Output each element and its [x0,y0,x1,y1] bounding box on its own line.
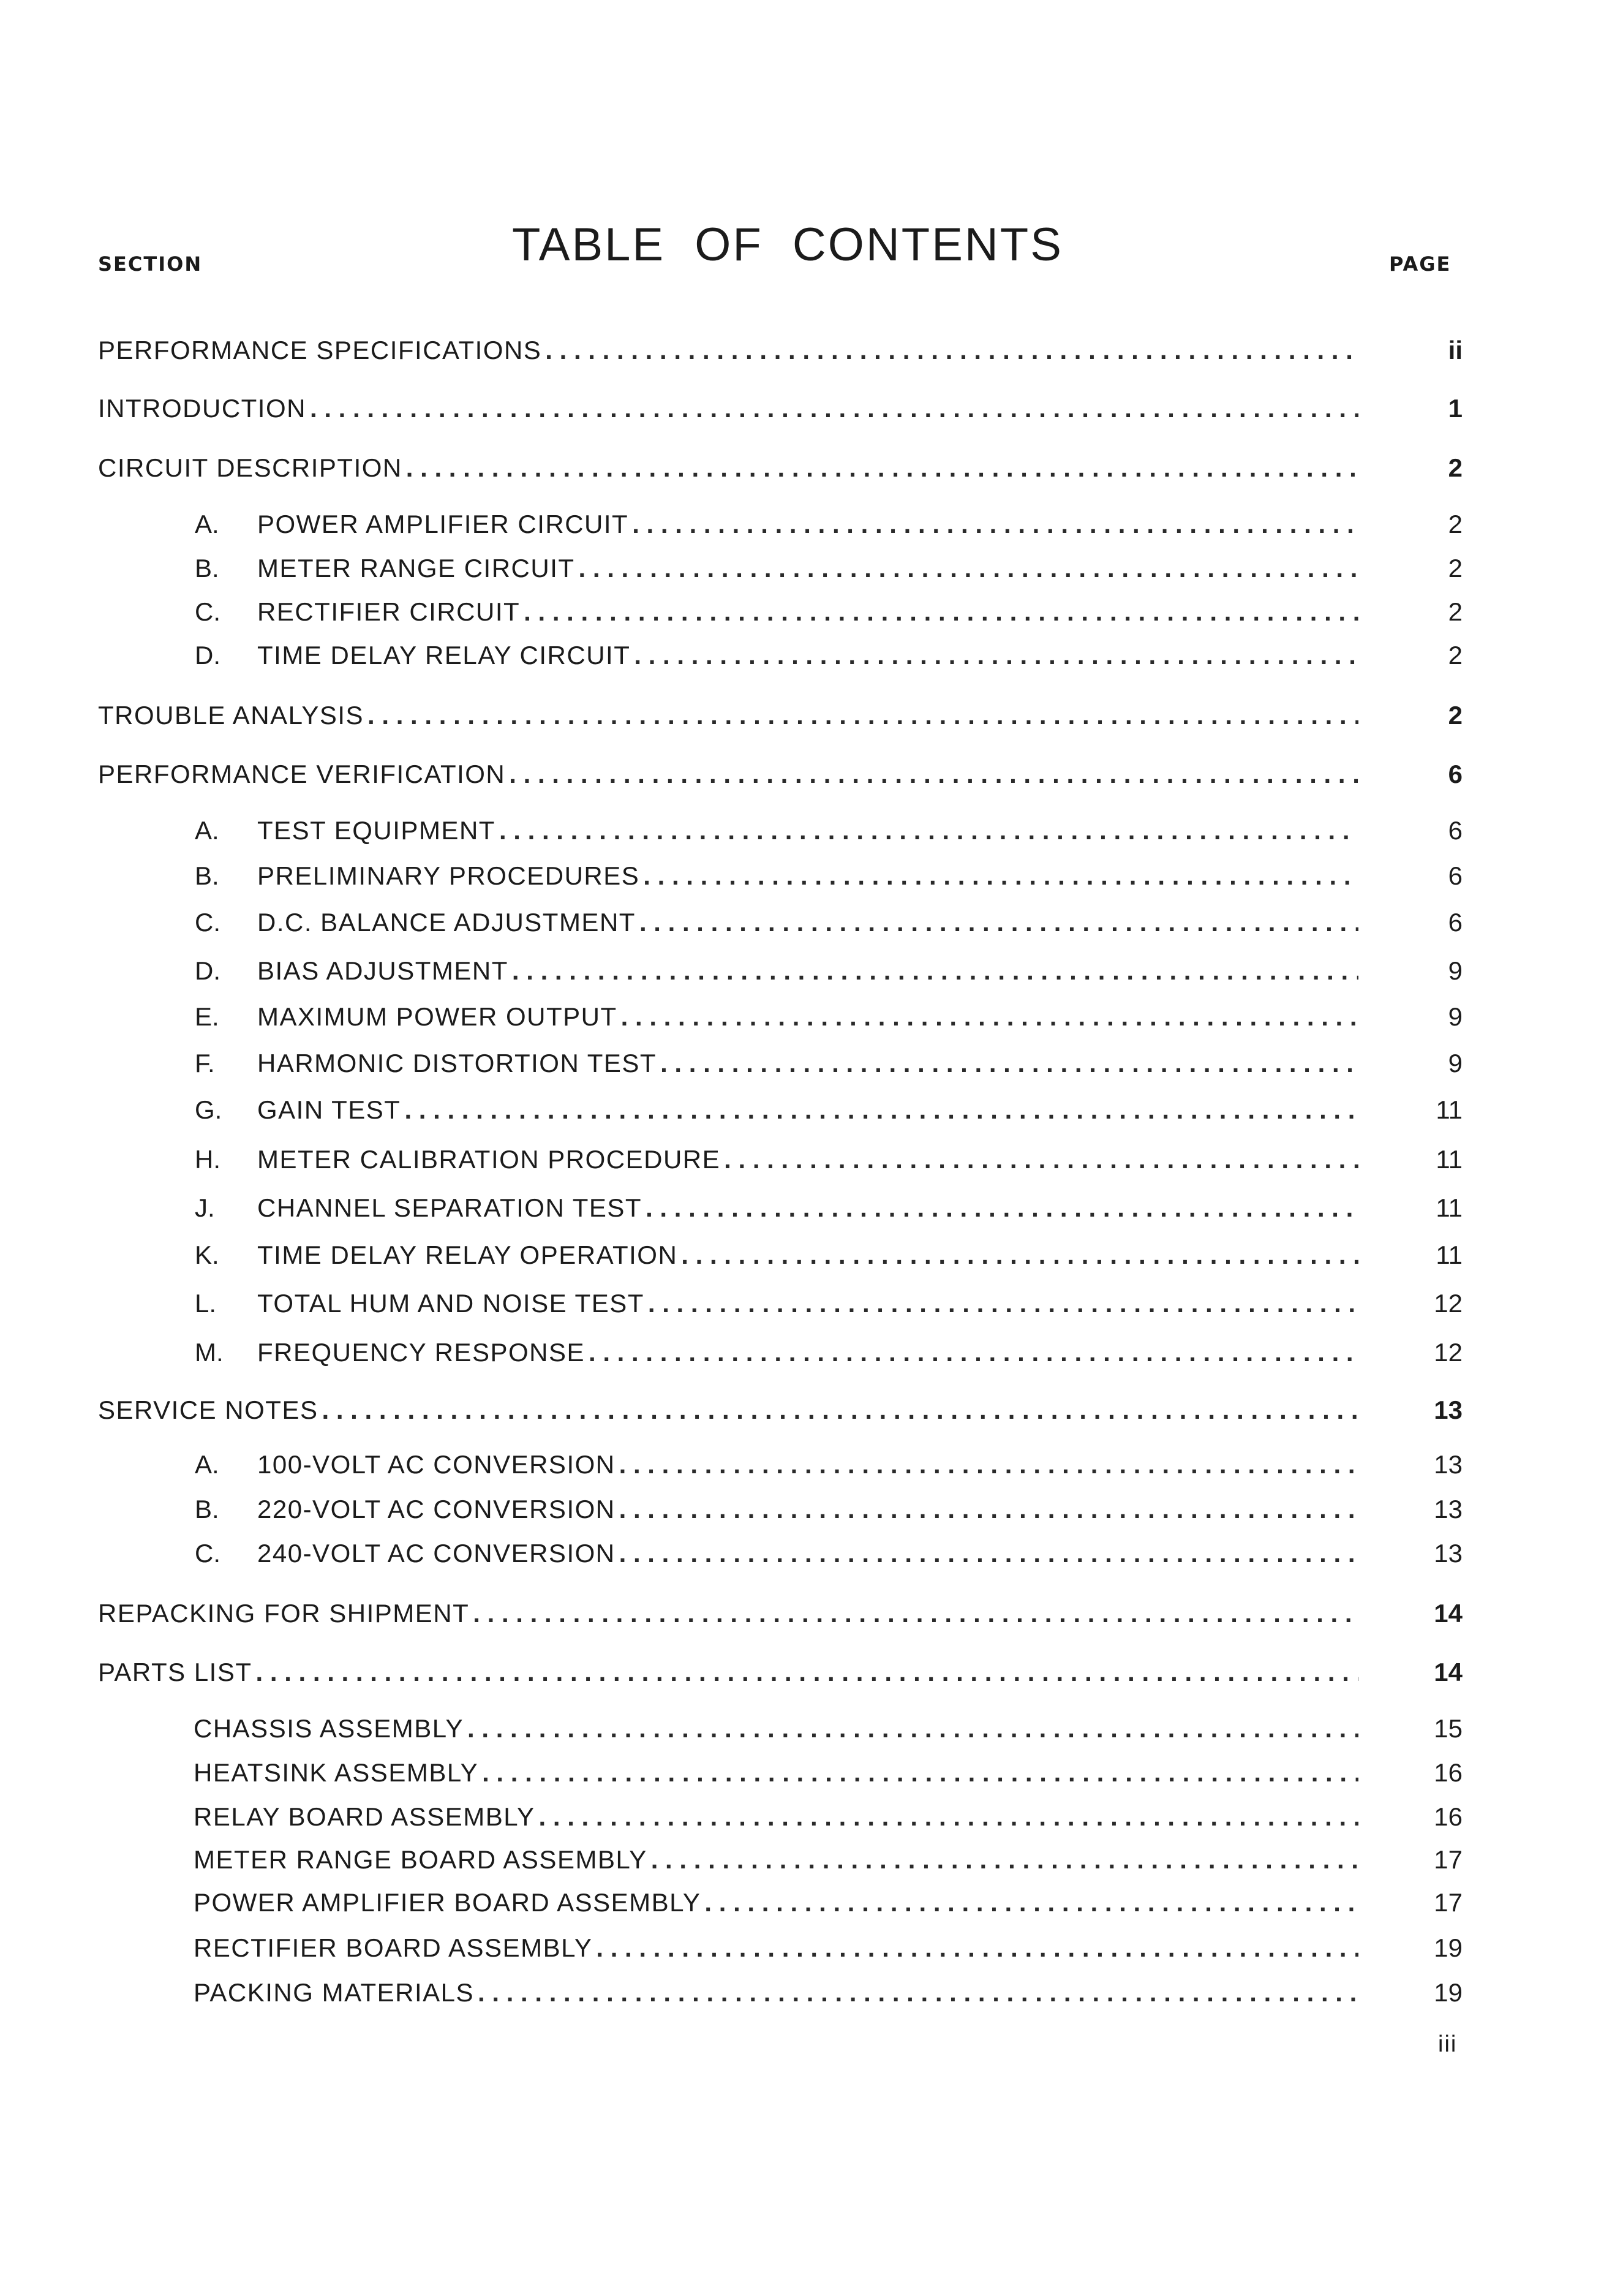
toc-entry-page: 9 [1448,1002,1463,1031]
toc-entry-letter: G. [195,1095,222,1124]
toc-entry-label: BIAS ADJUSTMENT [257,956,508,985]
toc-entry-label: RECTIFIER BOARD ASSEMBLY [194,1933,593,1962]
toc-entry-page: 12 [1434,1338,1463,1367]
toc-entry-label: REPACKING FOR SHIPMENT [98,1599,470,1628]
toc-entry-label: TOTAL HUM AND NOISE TEST [257,1289,644,1318]
toc-entry [195,1487,1463,1524]
section-column-header: SECTION [98,252,203,276]
toc-entry [195,633,1463,670]
dot-leader [704,1888,1358,1917]
toc-entry-page: 13 [1434,1539,1463,1568]
toc-entry-label: HARMONIC DISTORTION TEST [257,1049,657,1078]
page-column-header: PAGE [1389,252,1452,276]
dot-leader [524,597,1358,627]
dot-leader [681,1241,1358,1270]
dot-leader [482,1758,1358,1788]
dot-leader [367,701,1358,730]
dot-leader [648,1289,1358,1318]
toc-entry-letter: D. [195,956,220,985]
toc-entry-letter: B. [195,554,219,583]
dot-leader [310,394,1358,423]
toc-entry-page: 16 [1434,1758,1463,1787]
toc-entry-page: 2 [1448,597,1463,626]
toc-entry-letter: B. [195,861,219,890]
toc-entry [195,1331,1463,1367]
toc-entry-label: RECTIFIER CIRCUIT [257,597,521,626]
toc-entry-letter: H. [195,1145,220,1174]
toc-entry-label: D.C. BALANCE ADJUSTMENT [257,908,636,937]
toc-entry-page: ii [1448,336,1463,364]
dot-leader [619,1495,1358,1524]
toc-entry-letter: E. [195,1002,219,1031]
toc-entry [98,1388,1463,1425]
toc-entry-page: 9 [1448,956,1463,985]
toc-entry [194,1838,1463,1875]
toc-entry-page: 19 [1434,1978,1463,2007]
toc-entry [98,752,1463,789]
toc-entry-page: 19 [1434,1933,1463,1962]
toc-entry [195,1041,1463,1078]
toc-entry [194,1881,1463,1917]
toc-entry-letter: A. [195,816,219,845]
toc-entry-label: CHASSIS ASSEMBLY [194,1714,464,1743]
toc-entry-label: TROUBLE ANALYSIS [98,701,364,730]
toc-entry-page: 2 [1448,554,1463,583]
toc-entry-label: RELAY BOARD ASSEMBLY [194,1802,535,1831]
toc-entry-label: INTRODUCTION [98,394,306,423]
toc-entry [195,995,1463,1032]
toc-entry-label: CIRCUIT DESCRIPTION [98,453,402,482]
dot-leader [660,1049,1358,1078]
toc-entry [98,693,1463,730]
dot-leader [621,1002,1358,1032]
toc-entry [195,1443,1463,1479]
dot-leader [509,760,1358,789]
toc-entry-page: 6 [1448,861,1463,890]
toc-entry-letter: A. [195,1450,219,1479]
toc-entry [194,1751,1463,1788]
toc-entry [194,1707,1463,1743]
page-number: iii [1438,2031,1458,2057]
toc-entry-label: PERFORMANCE SPECIFICATIONS [98,336,542,364]
dot-leader [256,1658,1358,1687]
toc-entry-label: HEATSINK ASSEMBLY [194,1758,479,1787]
toc-entry-letter: F. [195,1049,215,1078]
toc-entry-letter: C. [195,597,220,626]
toc-entry [98,328,1463,365]
toc-entry [98,1650,1463,1687]
toc-entry [194,1926,1463,1963]
dot-leader [632,510,1358,539]
dot-leader [619,1450,1358,1479]
toc-entry-label: PARTS LIST [98,1658,252,1686]
toc-entry-page: 12 [1434,1289,1463,1318]
toc-entry [98,446,1463,483]
toc-entry-letter: B. [195,1495,219,1524]
toc-entry-page: 15 [1434,1714,1463,1743]
toc-entry [195,854,1463,891]
toc-entry [195,809,1463,845]
dot-leader [478,1978,1358,2007]
toc-entry-page: 2 [1448,453,1463,482]
toc-entry [195,546,1463,583]
toc-entry [195,1233,1463,1270]
dot-leader [467,1714,1358,1743]
toc-entry [195,1138,1463,1174]
toc-entry [98,387,1463,423]
toc-entry [195,949,1463,986]
toc-entry-label: PRELIMINARY PROCEDURES [257,861,640,890]
toc-entry [195,901,1463,937]
toc-entry-label: METER RANGE CIRCUIT [257,554,575,583]
toc-entry-letter: A. [195,510,219,538]
toc-entry-page: 17 [1434,1888,1463,1917]
dot-leader [589,1338,1358,1367]
toc-entry [195,1088,1463,1125]
toc-entry-label: CHANNEL SEPARATION TEST [257,1193,642,1222]
toc-entry-letter: L. [195,1289,217,1318]
toc-entry-page: 2 [1448,701,1463,730]
toc-entry-label: METER RANGE BOARD ASSEMBLY [194,1845,647,1874]
toc-entry-letter: C. [195,908,220,937]
toc-entry-page: 6 [1448,816,1463,845]
toc-entry-letter: C. [195,1539,220,1568]
toc-entry-page: 1 [1448,394,1463,423]
dot-leader [579,554,1358,583]
toc-entry-label: POWER AMPLIFIER BOARD ASSEMBLY [194,1888,701,1917]
toc-entry-page: 6 [1448,760,1463,788]
toc-entry-page: 14 [1434,1599,1463,1628]
dot-leader [322,1395,1358,1425]
toc-entry-page: 2 [1448,510,1463,538]
toc-entry-page: 11 [1436,1241,1463,1269]
dot-leader [499,816,1358,845]
page-title: TABLE OF CONTENTS [512,219,1063,271]
toc-entry [195,1186,1463,1223]
dot-leader [404,1095,1358,1125]
toc-entry-label: MAXIMUM POWER OUTPUT [257,1002,617,1031]
toc-entry-label: 240-VOLT AC CONVERSION [257,1539,616,1568]
toc-entry-letter: K. [195,1241,219,1269]
dot-leader [539,1802,1358,1832]
toc-entry [98,1592,1463,1628]
dot-leader [643,861,1358,891]
toc-entry-page: 2 [1448,641,1463,670]
dot-leader [619,1539,1358,1568]
toc-entry-label: METER CALIBRATION PROCEDURE [257,1145,721,1174]
toc-entry [195,590,1463,627]
toc-entry-label: TIME DELAY RELAY CIRCUIT [257,641,631,670]
toc-entry [194,1971,1463,2007]
toc-entry [195,1282,1463,1318]
toc-entry-label: 220-VOLT AC CONVERSION [257,1495,616,1524]
toc-entry-label: PACKING MATERIALS [194,1978,475,2007]
dot-leader [651,1845,1358,1875]
toc-entry-page: 16 [1434,1802,1463,1831]
toc-entry-label: TIME DELAY RELAY OPERATION [257,1241,678,1269]
toc-entry-label: GAIN TEST [257,1095,401,1124]
toc-entry-page: 9 [1448,1049,1463,1078]
toc-entry-page: 13 [1434,1450,1463,1479]
toc-entry-page: 13 [1434,1395,1463,1424]
toc-entry-letter: M. [195,1338,224,1367]
toc-entry-page: 11 [1436,1145,1463,1174]
toc-entry-letter: D. [195,641,220,670]
dot-leader [406,453,1358,483]
toc-entry-page: 17 [1434,1845,1463,1874]
dot-leader [596,1933,1358,1963]
dot-leader [545,336,1358,365]
toc-entry-page: 13 [1434,1495,1463,1524]
toc-entry-page: 6 [1448,908,1463,937]
dot-leader [473,1599,1358,1628]
toc-entry-label: PERFORMANCE VERIFICATION [98,760,506,788]
toc-entry-page: 11 [1436,1095,1463,1124]
toc-entry-label: POWER AMPLIFIER CIRCUIT [257,510,629,538]
toc-entry [195,502,1463,539]
toc-entry-label: FREQUENCY RESPONSE [257,1338,585,1367]
toc-entry-label: SERVICE NOTES [98,1395,318,1424]
toc-entry-label: 100-VOLT AC CONVERSION [257,1450,616,1479]
dot-leader [512,956,1358,986]
dot-leader [639,908,1358,937]
dot-leader [724,1145,1358,1174]
toc-entry [194,1795,1463,1832]
toc-entry-label: TEST EQUIPMENT [257,816,495,845]
dot-leader [634,641,1358,670]
toc-entry [195,1531,1463,1568]
toc-entry-page: 11 [1436,1193,1463,1222]
toc-entry-letter: J. [195,1193,215,1222]
dot-leader [646,1193,1358,1223]
toc-entry-page: 14 [1434,1658,1463,1686]
